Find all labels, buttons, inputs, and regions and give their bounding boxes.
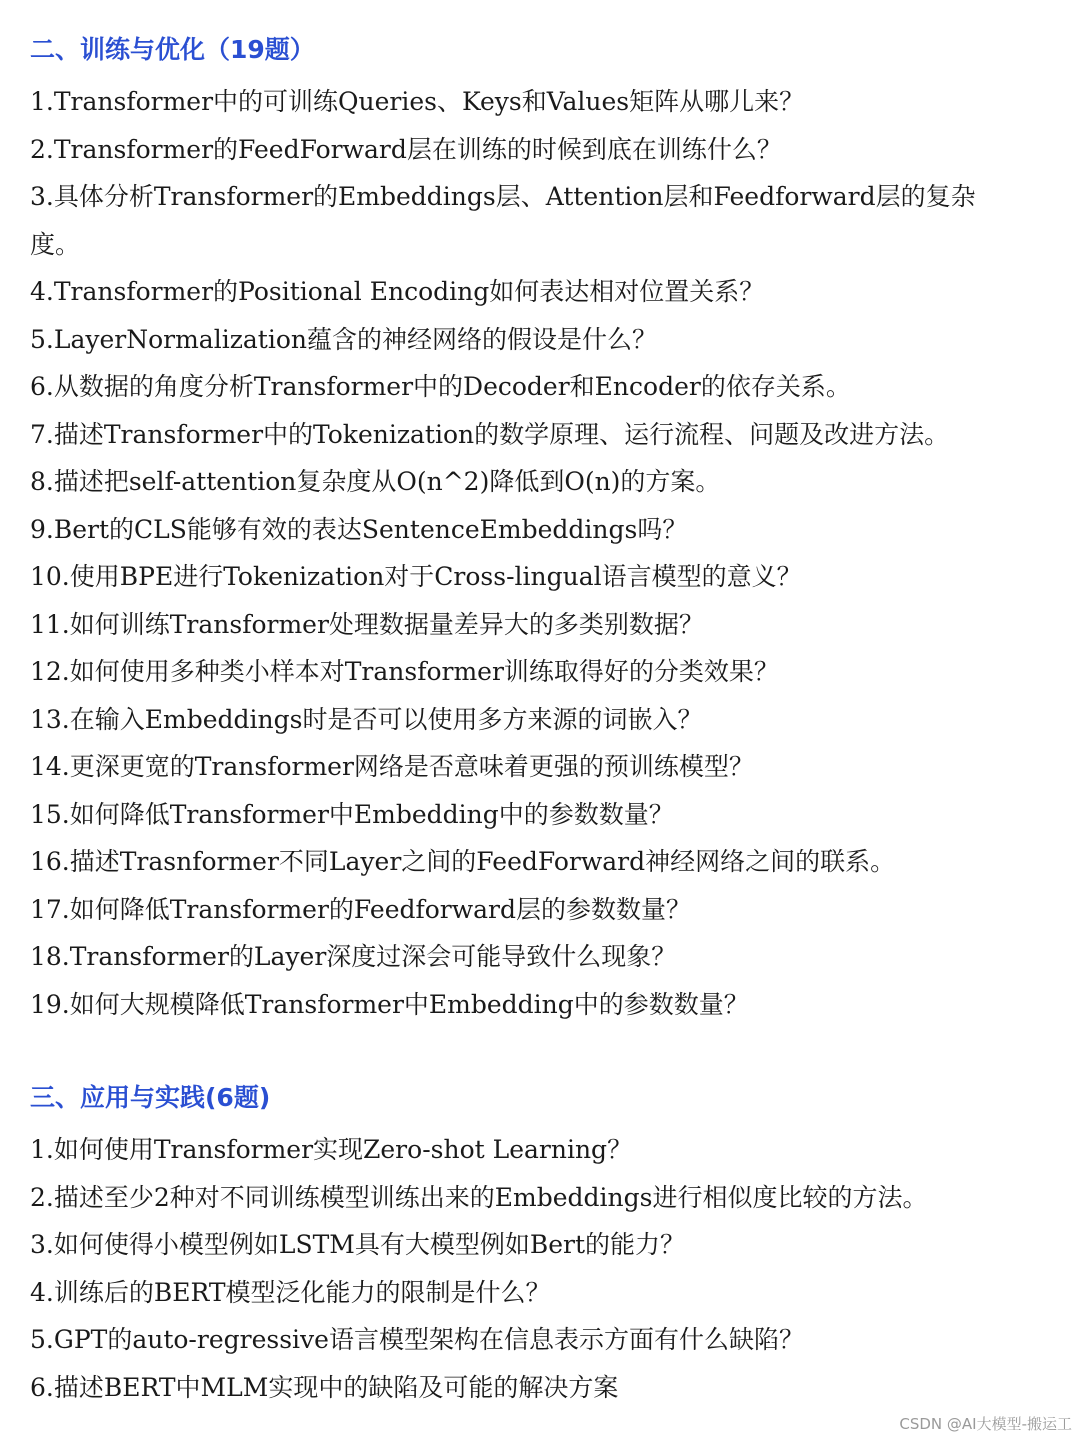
section-title: 三、应用与实践(6题)	[30, 1083, 271, 1112]
list-item: 18.Transformer的Layer深度过深会可能导致什么现象？	[30, 942, 677, 971]
list-item: 3.具体分析Transformer的Embeddings层、Attention层和Feedforward层的复杂度。	[30, 182, 976, 259]
question-list	[30, 1126, 1076, 1411]
list-item: 5.LayerNormalization蕴含的神经网络的假设是什么？	[30, 324, 657, 354]
list-item: 2.描述至少2种对不同训练模型训练出来的Embeddings进行相似度比较的方法。	[30, 1182, 928, 1212]
list-item: 14.更深更宽的Transformer网络是否意味着更强的预训练模型？	[30, 752, 754, 781]
list-item: 3.如何使得小模型例如LSTM具有大模型例如Bert的能力？	[30, 1230, 686, 1259]
list-item: 15.如何降低Transformer中Embedding中的参数数量？	[30, 799, 674, 829]
list-item: 13.在输入Embeddings时是否可以使用多方来源的词嵌入？	[30, 704, 703, 734]
section-training-optimization	[30, 28, 1076, 1028]
list-item: 8.描述把self-attention复杂度从O(n^2)降低到O(n)的方案。	[30, 467, 721, 496]
list-item: 9.Bert的CLS能够有效的表达SentenceEmbeddings吗？	[30, 514, 688, 544]
list-item: 1.如何使用Transformer实现Zero-shot Learning？	[30, 1135, 633, 1164]
list-item: 11.如何训练Transformer处理数据量差异大的多类别数据？	[30, 609, 704, 639]
list-item: 4.训练后的BERT模型泛化能力的限制是什么？	[30, 1277, 551, 1307]
list-item: 1.Transformer中的可训练Queries、Keys和Values矩阵从哪儿来？	[30, 87, 805, 116]
list-item: 12.如何使用多种类小样本对Transformer训练取得好的分类效果？	[30, 657, 779, 686]
list-item: 10.使用BPE进行Tokenization对于Cross-lingual语言模型的意义？	[30, 562, 802, 591]
list-item: 16.描述Trasnformer不同Layer之间的FeedForward神经网络之间的联系。	[30, 847, 896, 876]
list-item: 19.如何大规模降低Transformer中Embedding中的参数数量？	[30, 989, 749, 1019]
watermark: CSDN @AI大模型-搬运工	[899, 1415, 1072, 1433]
list-item: 6.从数据的角度分析Transformer中的Decoder和Encoder的依存关系。	[30, 372, 851, 401]
list-item: 4.Transformer的Positional Encoding如何表达相对位置关系？	[30, 277, 765, 306]
section-application-practice	[30, 1076, 1076, 1411]
list-item: 7.描述Transformer中的Tokenization的数学原理、运行流程、问题及改进方法。	[30, 419, 950, 449]
list-item: 5.GPT的auto-regressive语言模型架构在信息表示方面有什么缺陷？	[30, 1325, 804, 1354]
document-page	[30, 28, 1076, 1411]
question-list	[30, 78, 1076, 1028]
section-title: 二、训练与优化（19题）	[30, 35, 315, 64]
list-item: 2.Transformer的FeedForward层在训练的时候到底在训练什么？	[30, 134, 782, 164]
list-item: 6.描述BERT中MLM实现中的缺陷及可能的解决方案	[30, 1372, 619, 1402]
list-item: 17.如何降低Transformer的Feedforward层的参数数量？	[30, 894, 692, 924]
